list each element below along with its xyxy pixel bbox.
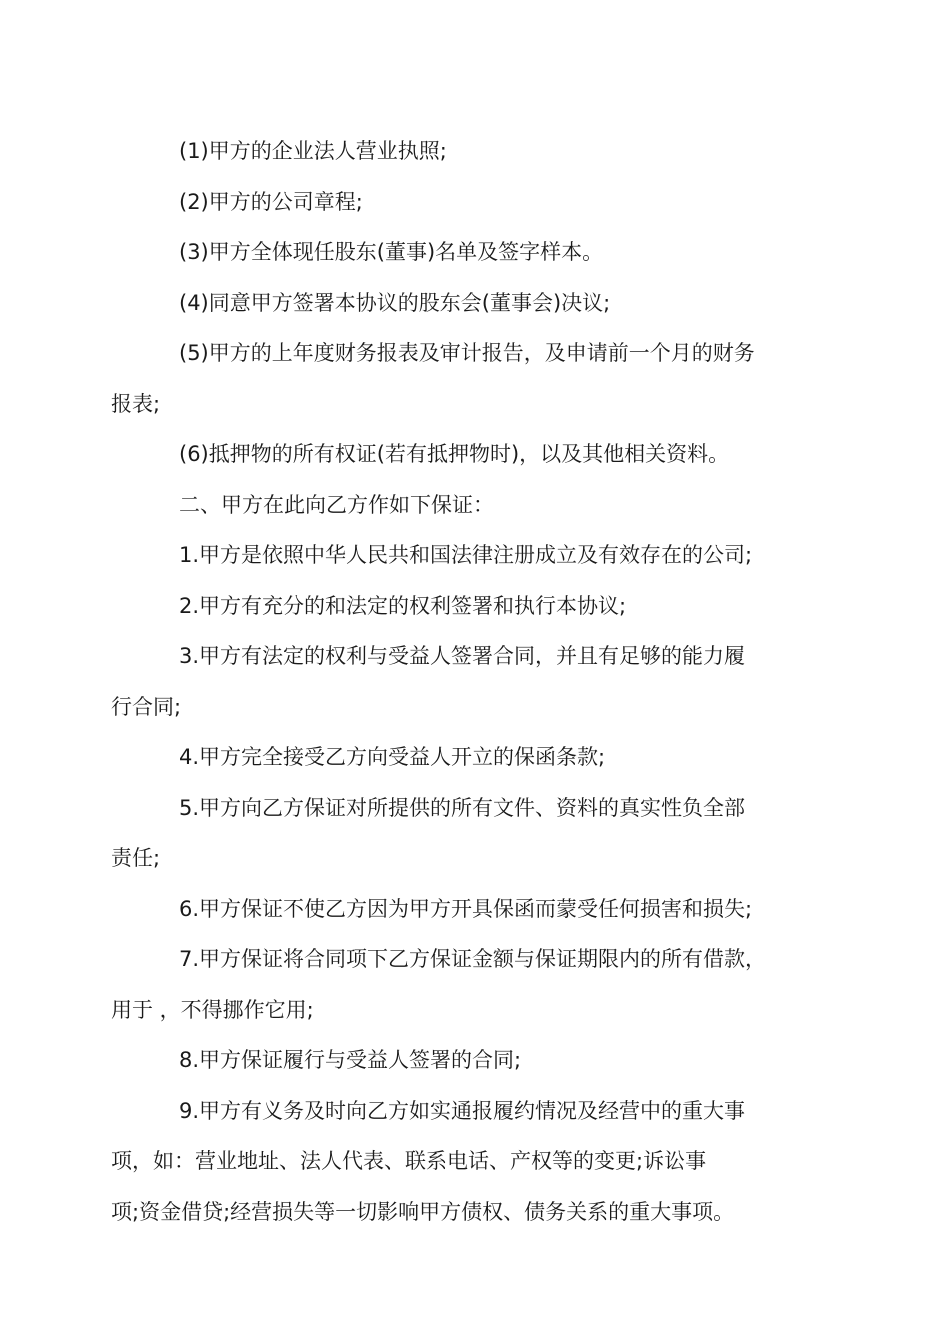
guarantee-item-4 <box>145 732 815 783</box>
paragraph-line: 9.甲方有义务及时向乙方如实通报履约情况及经营中的重大事 <box>179 1098 746 1123</box>
guarantee-item-7 <box>111 934 815 1035</box>
paragraph-line: 用于 ，不得挪作它用; <box>111 997 314 1022</box>
guarantee-item-1 <box>145 530 815 581</box>
paragraph-item-3 <box>145 227 815 278</box>
paragraph-line: 行合同; <box>111 694 182 719</box>
paragraph-line: 报表; <box>111 391 161 416</box>
paragraph-line: (4)同意甲方签署本协议的股东会(董事会)决议; <box>179 290 611 315</box>
paragraph-line: (2)甲方的公司章程; <box>179 189 363 214</box>
paragraph-line: (6)抵押物的所有权证(若有抵押物时)，以及其他相关资料。 <box>179 442 730 466</box>
paragraph-line: 4.甲方完全接受乙方向受益人开立的保函条款; <box>179 745 606 769</box>
guarantee-item-8 <box>145 1035 815 1086</box>
paragraph-item-2 <box>145 177 815 228</box>
section-heading-guarantees <box>145 480 815 531</box>
paragraph-line: 3.甲方有法定的权利与受益人签署合同，并且有足够的能力履 <box>179 644 746 668</box>
paragraph-line: 项;资金借贷;经营损失等一切影响甲方债权、债务关系的重大事项。 <box>111 1199 735 1224</box>
guarantee-item-9 <box>111 1086 815 1238</box>
paragraph-item-5 <box>111 328 815 429</box>
paragraph-line: 2.甲方有充分的和法定的权利签署和执行本协议; <box>179 593 627 618</box>
paragraph-line: (1)甲方的企业法人营业执照; <box>179 139 447 163</box>
guarantee-item-6 <box>145 884 815 935</box>
paragraph-line: (3)甲方全体现任股东(董事)名单及签字样本。 <box>179 240 604 264</box>
paragraph-line: 6.甲方保证不使乙方因为甲方开具保函而蒙受任何损害和损失; <box>179 896 753 921</box>
guarantee-item-2 <box>145 581 815 632</box>
guarantee-item-5 <box>111 783 815 884</box>
guarantee-item-3 <box>111 631 815 732</box>
paragraph-item-6 <box>145 429 815 480</box>
paragraph-line: 8.甲方保证履行与受益人签署的合同; <box>179 1048 522 1072</box>
document-body <box>111 126 815 1237</box>
paragraph-line: 二、甲方在此向乙方作如下保证： <box>179 492 494 517</box>
paragraph-item-1 <box>145 126 815 177</box>
paragraph-item-4 <box>145 278 815 329</box>
paragraph-line: 项，如：营业地址、法人代表、联系电话、产权等的变更;诉讼事 <box>111 1149 707 1173</box>
paragraph-line: 责任; <box>111 846 161 870</box>
paragraph-line: 1.甲方是依照中华人民共和国法律注册成立及有效存在的公司; <box>179 543 753 567</box>
paragraph-line: 7.甲方保证将合同项下乙方保证金额与保证期限内的所有借款， <box>179 947 767 971</box>
paragraph-line: 5.甲方向乙方保证对所提供的所有文件、资料的真实性负全部 <box>179 795 746 820</box>
paragraph-line: (5)甲方的上年度财务报表及审计报告，及申请前一个月的财务 <box>179 341 755 365</box>
